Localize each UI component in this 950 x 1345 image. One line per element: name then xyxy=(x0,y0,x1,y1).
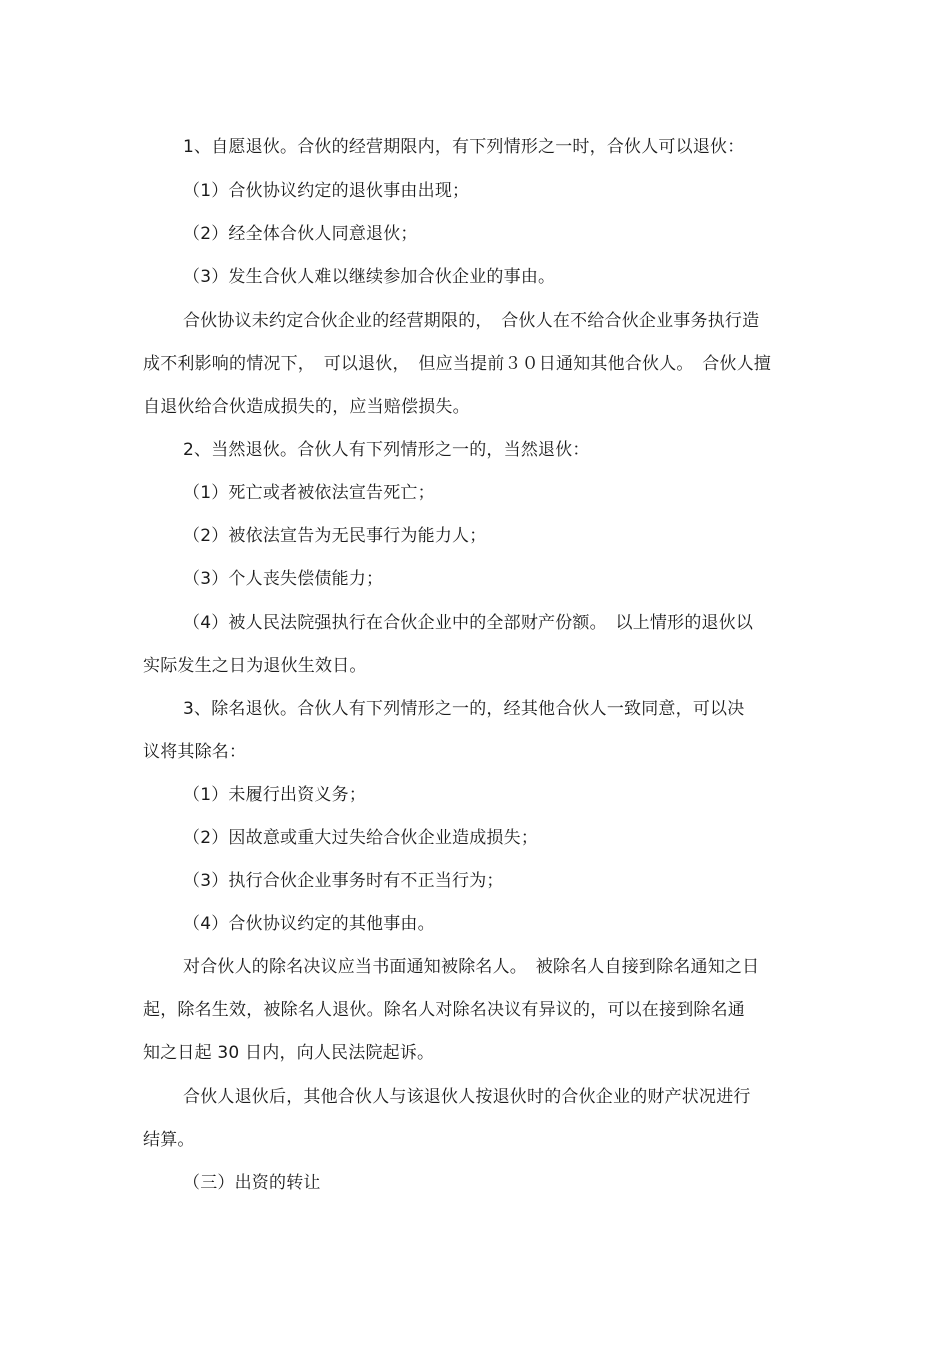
paragraph-line: 知之日起 30 日内，向人民法院起诉。 xyxy=(143,1043,435,1063)
paragraph-line: （2）被依法宣告为无民事行为能力人； xyxy=(183,526,487,546)
paragraph-line: （4）被人民法院强执行在合伙企业中的全部财产份额。 以上情形的退伙以 xyxy=(183,613,754,633)
section-heading: （三）出资的转让 xyxy=(183,1173,321,1193)
paragraph-line: 结算。 xyxy=(143,1130,195,1150)
paragraph-line: 自退伙给合伙造成损失的，应当赔偿损失。 xyxy=(143,397,470,417)
paragraph-line: （3）执行合伙企业事务时有不正当行为； xyxy=(183,871,504,891)
paragraph-line: 起，除名生效，被除名人退伙。除名人对除名决议有异议的，可以在接到除名通 xyxy=(143,1000,745,1020)
paragraph-line: 成不利影响的情况下， 可以退伙， 但应当提前３０日通知其他合伙人。 合伙人擅 xyxy=(143,354,772,374)
paragraph-line: 实际发生之日为退伙生效日。 xyxy=(143,656,367,676)
paragraph-line: 议将其除名： xyxy=(143,742,247,762)
paragraph-line: （4）合伙协议约定的其他事由。 xyxy=(183,914,435,934)
paragraph-line: （2）因故意或重大过失给合伙企业造成损失； xyxy=(183,828,539,848)
paragraph-line: （2）经全体合伙人同意退伙； xyxy=(183,224,418,244)
paragraph-line: 合伙人退伙后，其他合伙人与该退伙人按退伙时的合伙企业的财产状况进行 xyxy=(183,1087,751,1107)
paragraph-line: 对合伙人的除名决议应当书面通知被除名人。 被除名人自接到除名通知之日 xyxy=(183,957,760,977)
paragraph-line: 1、自愿退伙。合伙的经营期限内，有下列情形之一时，合伙人可以退伙： xyxy=(183,137,745,157)
paragraph-line: 3、除名退伙。合伙人有下列情形之一的，经其他合伙人一致同意，可以决 xyxy=(183,699,745,719)
paragraph-line: （3）个人丧失偿债能力； xyxy=(183,569,384,589)
paragraph-line: （1）未履行出资义务； xyxy=(183,785,367,805)
paragraph-line: （3）发生合伙人难以继续参加合伙企业的事由。 xyxy=(183,267,556,287)
paragraph-line: （1）合伙协议约定的退伙事由出现； xyxy=(183,181,470,201)
paragraph-line: 2、当然退伙。合伙人有下列情形之一的，当然退伙： xyxy=(183,440,590,460)
paragraph-line: （1）死亡或者被依法宣告死亡； xyxy=(183,483,435,503)
paragraph-line: 合伙协议未约定合伙企业的经营期限的， 合伙人在不给合伙企业事务执行造 xyxy=(183,311,760,331)
